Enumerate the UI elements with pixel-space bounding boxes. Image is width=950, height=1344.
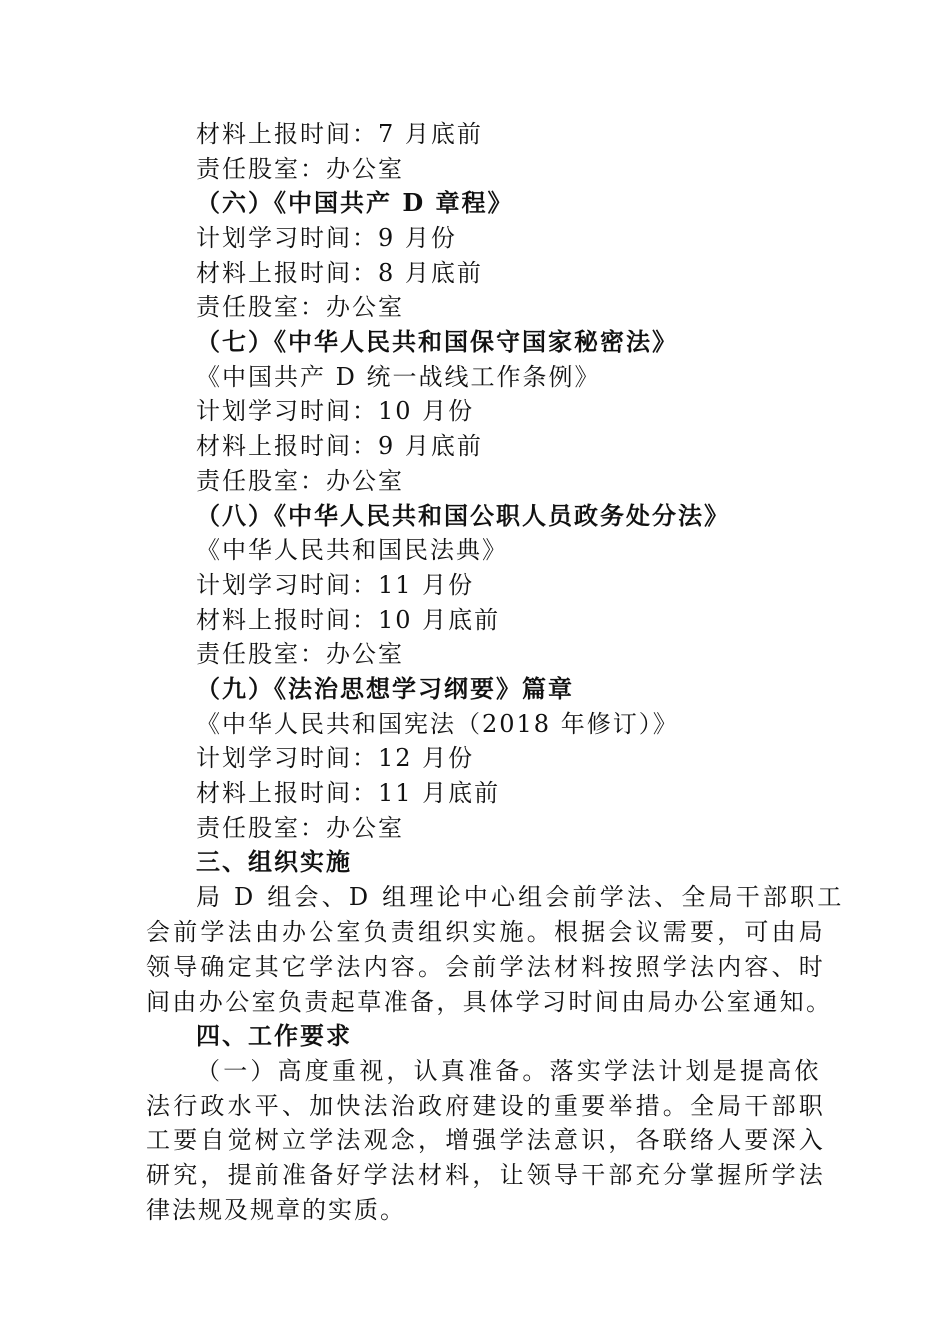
responsible-office: 责任股室：办公室 <box>196 814 404 842</box>
item-9-title: （九）《法治思想学习纲要》篇章 <box>196 674 574 703</box>
material-deadline-oct: 材料上报时间：10 月底前 <box>196 606 501 634</box>
section-4-para-line: 工要自觉树立学法观念，增强学法意识，各联络人要深入 <box>146 1126 826 1154</box>
responsible-office: 责任股室：办公室 <box>196 640 404 668</box>
item-6-title: （六）《中国共产 D 章程》 <box>196 188 514 217</box>
section-4-para-line: （一）高度重视，认真准备。落实学法计划是提高依 <box>196 1057 822 1085</box>
section-3-heading: 三、组织实施 <box>196 848 352 876</box>
material-deadline-aug: 材料上报时间：8 月底前 <box>196 259 483 287</box>
material-deadline-jul: 材料上报时间：7 月底前 <box>196 120 483 148</box>
responsible-office: 责任股室：办公室 <box>196 293 404 321</box>
section-4-para-line: 研究，提前准备好学法材料，让领导干部充分掌握所学法 <box>146 1161 826 1189</box>
section-3-para-line: 间由办公室负责起草准备，具体学习时间由局办公室通知。 <box>146 988 833 1016</box>
item-9-subtitle: 《中华人民共和国宪法（2018 年修订）》 <box>196 710 679 738</box>
responsible-office: 责任股室：办公室 <box>196 155 404 183</box>
section-3-para-line: 领导确定其它学法内容。会前学法材料按照学法内容、时 <box>146 953 826 981</box>
study-time-sep: 计划学习时间：9 月份 <box>196 224 457 252</box>
item-7-subtitle: 《中国共产 D 统一战线工作条例》 <box>196 363 601 391</box>
material-deadline-sep: 材料上报时间：9 月底前 <box>196 432 483 460</box>
section-4-para-line: 法行政水平、加快法治政府建设的重要举措。全局干部职 <box>146 1092 826 1120</box>
section-3-para-line: 局 D 组会、D 组理论中心组会前学法、全局干部职工 <box>196 883 845 911</box>
study-time-nov: 计划学习时间：11 月份 <box>196 571 475 599</box>
section-3-para-line: 会前学法由办公室负责组织实施。根据会议需要，可由局 <box>146 918 826 946</box>
item-7-title: （七）《中华人民共和国保守国家秘密法》 <box>196 327 678 356</box>
responsible-office: 责任股室：办公室 <box>196 467 404 495</box>
section-4-heading: 四、工作要求 <box>196 1022 352 1050</box>
item-8-subtitle: 《中华人民共和国民法典》 <box>196 536 508 564</box>
item-8-title: （八）《中华人民共和国公职人员政务处分法》 <box>196 501 730 530</box>
material-deadline-nov: 材料上报时间：11 月底前 <box>196 779 501 807</box>
study-time-oct: 计划学习时间：10 月份 <box>196 397 475 425</box>
section-4-para-line: 律法规及规章的实质。 <box>146 1196 406 1224</box>
study-time-dec: 计划学习时间：12 月份 <box>196 744 475 772</box>
